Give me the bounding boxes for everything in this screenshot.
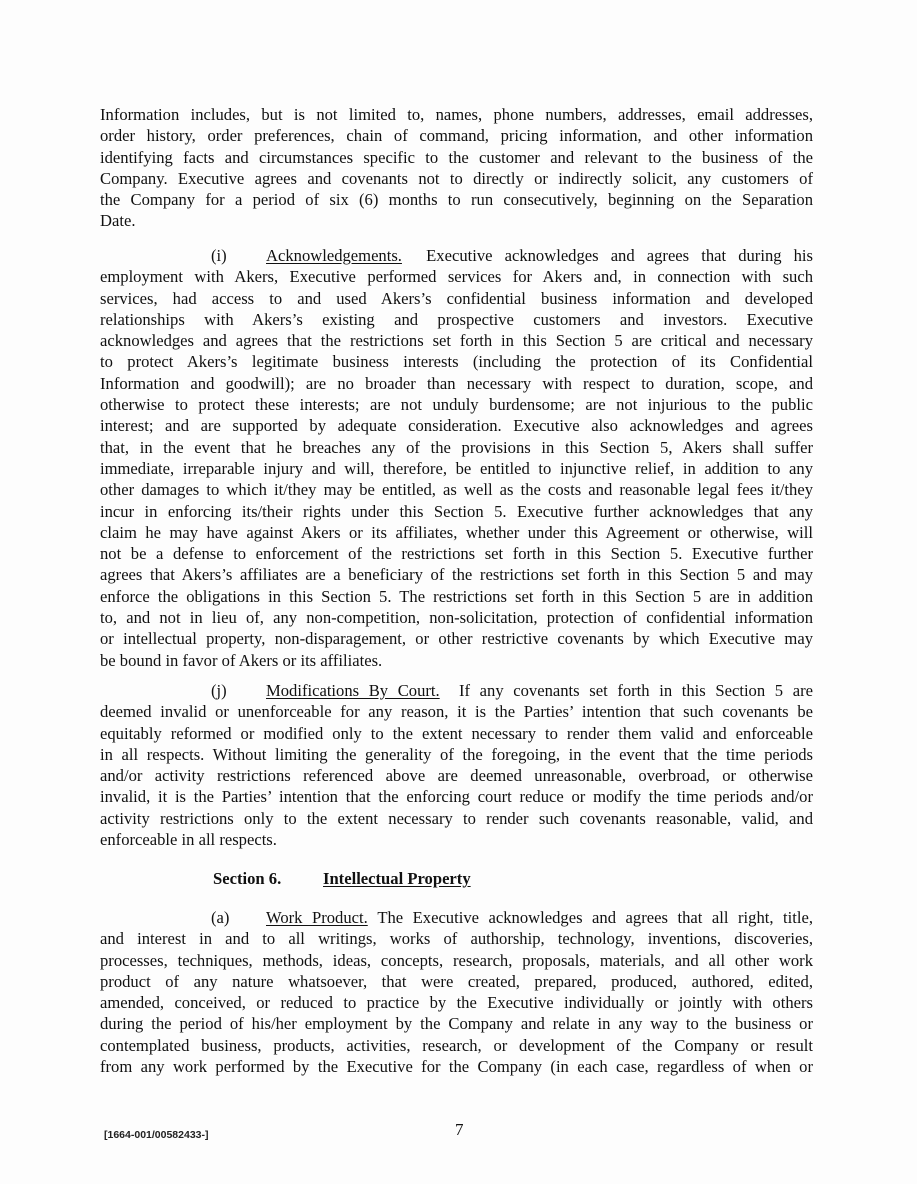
text-line: Company. Executive agrees and covenants not to directly or indirectly solicit, any customers of [100,168,813,188]
page-number: 7 [455,1120,464,1139]
text-line: identifying facts and circumstances specific to the customer and relevant to the business of the [100,147,813,167]
text-line: to protect Akers’s legitimate business interests (including the protection of its Confidential [100,352,813,372]
text-line: from any work performed by the Executive for the Company (in each case, regardless of when or [100,1057,813,1077]
text-line: immediate, irreparable injury and will, therefore, be entitled to injunctive relief, in addition to any [100,458,813,478]
text-line: enforceable in all respects. [100,830,277,850]
section-6-heading [213,869,471,889]
text-line: Information includes, but is not limited to, names, phone numbers, addresses, email addresses, [100,105,813,124]
text-line: the Company for a period of six (6) months to run consecutively, beginning on the Separation [100,190,813,210]
text-line: that, in the event that he breaches any of the provisions in this Section 5, Akers shall suffer [100,437,813,457]
text-line: in all respects. Without limiting the generality of the foregoing, in the event that the time periods [100,744,813,764]
text-line: processes, techniques, methods, ideas, concepts, research, proposals, materials, and all other work [100,950,813,970]
text-line: during the period of his/her employment by the Company and relate in any way to the business or [100,1014,813,1034]
text-line: be bound in favor of Akers or its affiliates. [100,650,383,670]
text-line: services, had access to and used Akers’s confidential business information and developed [100,288,813,308]
footer-document-id: [1664-001/00582433-] [104,1129,209,1141]
text-fragment: If any covenants set forth in this Section 5 are [458,681,813,700]
section-6a-first-line [100,907,813,928]
text-line: product of any nature whatsoever, that were created, prepared, produced, authored, edited, [100,971,813,991]
section-j-first-line [100,680,813,701]
text-line: to, and not in lieu of, any non-competition, non-solicitation, protection of confidential information [100,608,813,628]
text-line: interest; and are supported by adequate consideration. Executive also acknowledges and agrees [100,416,813,436]
text-line: not be a defense to enforcement of the restrictions set forth in this Section 5. Executive further [100,544,813,564]
section-i-label: (i) [211,246,227,265]
text-line: Information and goodwill); are no broader than necessary with respect to duration, scope, and [100,373,813,393]
section-6a-work-product [100,907,813,1077]
text-line: employment with Akers, Executive performed services for Akers and, in connection with such [100,267,813,287]
section-i-title: Acknowledgements. [266,246,402,265]
text-line: order history, order preferences, chain of command, pricing information, and other information [100,126,813,146]
section-i-first-line [100,245,813,266]
text-line: acknowledges and agrees that the restrictions set forth in this Section 5 are critical and necessary [100,331,813,351]
text-line: Date. [100,211,136,231]
text-line: other damages to which it/they may be entitled, as well as the costs and reasonable legal fees it/they [100,480,813,500]
text-fragment: Executive acknowledges and agrees that during his [426,246,813,265]
section-j-modifications-by-court [100,680,813,850]
text-line: otherwise to protect these interests; are not unduly burdensome; are not injurious to the public [100,395,813,415]
text-fragment: The Executive acknowledges and agrees that all right, title, [377,908,813,927]
text-line: amended, conceived, or reduced to practice by the Executive individually or jointly with others [100,993,813,1013]
section-6-number: Section 6. [213,869,282,888]
text-line: and/or activity restrictions referenced above are deemed unreasonable, overbroad, or otherwise [100,766,813,786]
text-line: enforce the obligations in this Section 5. The restrictions set forth in this Section 5 are in addition [100,586,813,606]
section-j-title: Modifications By Court. [266,681,440,700]
text-line: equitably reformed or modified only to the extent necessary to render them valid and enforceable [100,723,813,743]
text-line: or intellectual property, non-disparagement, or other restrictive covenants by which Executive may [100,629,813,649]
text-line: invalid, it is the Parties’ intention that the enforcing court reduce or modify the time periods and/or [100,787,813,807]
text-line: activity restrictions only to the extent necessary to render such covenants reasonable, valid, and [100,808,813,828]
text-line: relationships with Akers’s existing and prospective customers and investors. Executive [100,309,813,329]
text-line: deemed invalid or unenforceable for any reason, it is the Parties’ intention that such covenants be [100,702,813,722]
text-line: agrees that Akers’s affiliates are a beneficiary of the restrictions set forth in this Section 5 and may [100,565,813,585]
text-line: incur in enforcing its/their rights under this Section 5. Executive further acknowledges that any [100,501,813,521]
section-6a-label: (a) [211,908,230,927]
section-6-title: Intellectual Property [323,869,471,888]
section-6a-title: Work Product. [266,908,368,927]
text-line: contemplated business, products, activities, research, or development of the Company or result [100,1035,813,1055]
section-j-label: (j) [211,681,227,700]
text-line: claim he may have against Akers or its affiliates, whether under this Agreement or otherwise, will [100,522,813,542]
section-i-acknowledgements [100,245,813,671]
text-line: and interest in and to all writings, works of authorship, technology, inventions, discoveries, [100,929,813,949]
paragraph-continuation [100,104,813,232]
